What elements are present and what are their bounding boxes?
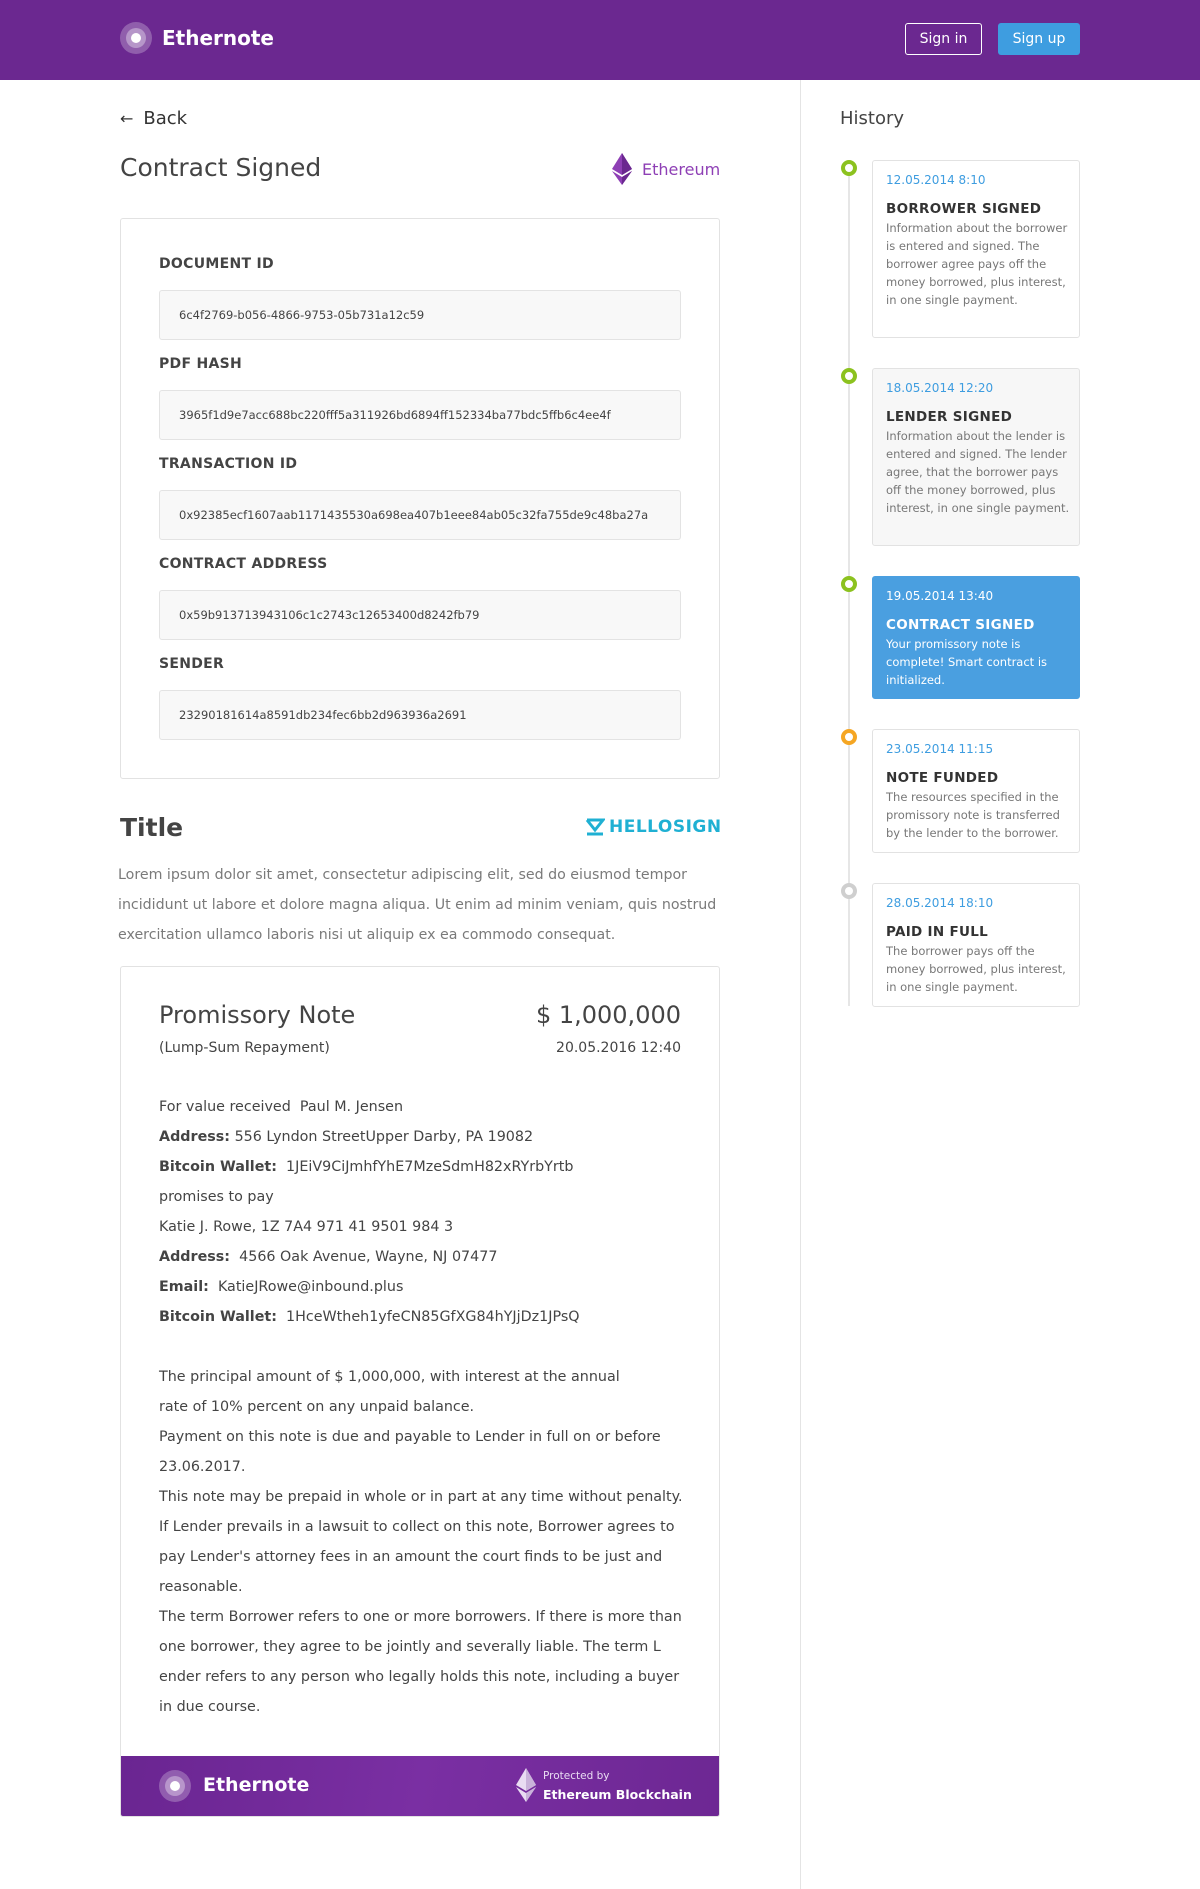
timeline-dot [841, 368, 857, 384]
ethereum-icon [612, 153, 632, 185]
document-id-value: 6c4f2769-b056-4866-9753-05b731a12c59 [179, 308, 425, 322]
borrower-wallet: 1JEiV9CiJmhfYhE7MzeSdmH82xRYrbYrtb [286, 1159, 574, 1175]
note-footer [121, 1756, 719, 1816]
transaction-id-value: 0x92385ecf1607aab1171435530a698ea407b1eee84ab05c32fa755de9c48ba27a [179, 508, 649, 522]
history-description: Information about the lender is entered and signed. The lender agree, that the borrower pays off the money borrowed, plus interest, in one single payment. [886, 429, 1070, 515]
history-item-contract-signed [872, 576, 1080, 699]
contract-address-label: CONTRACT ADDRESS [159, 556, 328, 572]
history-date: 23.05.2014 11:15 [886, 742, 994, 756]
note-date: 20.05.2016 12:40 [556, 1040, 681, 1056]
brand-name: Ethernote [162, 26, 274, 50]
contract-address-value: 0x59b913713943106c1c2743c12653400d8242fb79 [179, 608, 480, 622]
document-description: Lorem ipsum dolor sit amet, consectetur adipiscing elit, sed do eiusmod tempor incididunt ut labore et dolore magna aliqua. Ut enim ad minim veniam, quis nostrud exercitation ullamco laboris nisi ut aliquip ex ea commodo consequat. [118, 867, 717, 943]
lender-address-line [159, 1249, 497, 1265]
network-name: Ethereum [642, 159, 721, 179]
history-item-lender-signed [872, 368, 1080, 546]
document-id-label: DOCUMENT ID [159, 256, 274, 272]
terms-line: Payment on this note is due and payable to Lender in full on or before [159, 1429, 661, 1445]
borrower-name: Paul M. Jensen [299, 1099, 404, 1115]
footer-protected-label: Protected by [543, 1770, 610, 1782]
contract-address-field[interactable] [159, 590, 681, 640]
history-item-note-funded [872, 729, 1080, 853]
borrower-wallet-line [159, 1159, 573, 1175]
sender-field[interactable] [159, 690, 681, 740]
history-date: 19.05.2014 13:40 [886, 589, 994, 603]
document-title: Title [120, 813, 184, 842]
note-amount: $ 1,000,000 [535, 1001, 681, 1029]
hellosign-icon [585, 817, 605, 837]
history-heading: NOTE FUNDED [886, 770, 999, 786]
history-date: 18.05.2014 12:20 [886, 381, 994, 395]
promises-line: promises to pay [159, 1189, 274, 1205]
footer-brand: Ethernote [203, 1774, 310, 1796]
history-title: History [840, 108, 905, 129]
borrower-address: 556 Lyndon StreetUpper Darby, PA 19082 [234, 1129, 534, 1145]
history-heading: LENDER SIGNED [886, 409, 1013, 425]
top-navbar [0, 0, 1200, 80]
lender-email: KatieJRowe@inbound.plus [217, 1279, 404, 1295]
terms-line: pay Lender's attorney fees in an amount the court finds to be just and [159, 1549, 663, 1565]
lender-address-label: Address: [159, 1249, 231, 1265]
hellosign-logo [585, 817, 722, 837]
promissory-note-card [120, 966, 720, 1817]
terms-line: reasonable. [159, 1579, 243, 1595]
hellosign-wordmark: HELLOSIGN [609, 817, 722, 837]
pdf-hash-label: PDF HASH [159, 356, 243, 372]
timeline-dot [841, 160, 857, 176]
lender-wallet-label: Bitcoin Wallet: [159, 1309, 277, 1325]
borrower-address-line [159, 1129, 533, 1145]
lender-email-line [159, 1279, 403, 1295]
borrower-wallet-label: Bitcoin Wallet: [159, 1159, 277, 1175]
network-badge [612, 153, 720, 185]
contract-details-card [120, 218, 720, 779]
ethernote-logo-icon [159, 1770, 191, 1802]
page-title: Contract Signed [120, 153, 322, 182]
lender-line: Katie J. Rowe, 1Z 7A4 971 41 9501 984 3 [159, 1219, 454, 1235]
history-heading: BORROWER SIGNED [886, 201, 1042, 217]
history-description: Your promissory note is complete! Smart contract is initialized. [886, 637, 1048, 687]
terms-line: one borrower, they agree to be jointly and severally liable. The term L [159, 1639, 661, 1655]
note-subtitle: (Lump-Sum Repayment) [159, 1040, 330, 1056]
column-divider [800, 80, 801, 1889]
lender-wallet: 1HceWtheh1yfeCN85GfXG84hYJjDz1JPsQ [286, 1309, 580, 1325]
arrow-left-icon: ← [120, 109, 134, 128]
history-item-paid-in-full [872, 883, 1080, 1007]
timeline-dot [841, 576, 857, 592]
history-heading: CONTRACT SIGNED [886, 617, 1035, 633]
timeline-dot [841, 729, 857, 745]
sign-up-button[interactable]: Sign up [998, 23, 1080, 55]
sign-in-button[interactable]: Sign in [905, 23, 982, 55]
lender-address: 4566 Oak Avenue, Wayne, NJ 07477 [239, 1249, 498, 1265]
terms-line: rate of 10% percent on any unpaid balance. [159, 1399, 475, 1415]
pdf-hash-field[interactable] [159, 390, 681, 440]
ethereum-icon [516, 1768, 536, 1802]
terms-line: If Lender prevails in a lawsuit to collect on this note, Borrower agrees to [159, 1519, 675, 1535]
history-description: The resources specified in the promissory note is transferred by the lender to the borrower. [886, 790, 1060, 840]
borrower-address-label: Address: [159, 1129, 231, 1145]
sender-value: 23290181614a8591db234fec6bb2d963936a2691 [179, 708, 467, 722]
timeline-dot [841, 883, 857, 899]
lender-email-label: Email: [159, 1279, 209, 1295]
transaction-id-label: TRANSACTION ID [159, 456, 298, 472]
note-title: Promissory Note [159, 1001, 356, 1029]
for-value-line [159, 1099, 403, 1115]
terms-line: The principal amount of $ 1,000,000, with interest at the annual [159, 1369, 620, 1385]
ethernote-logo-icon [120, 22, 152, 54]
terms-line: The term Borrower refers to one or more borrowers. If there is more than [159, 1609, 682, 1625]
back-label: Back [143, 108, 188, 129]
terms-line: 23.06.2017. [159, 1459, 246, 1475]
history-description: The borrower pays off the money borrowed, plus interest, in one single payment. [886, 944, 1066, 994]
terms-line: This note may be prepaid in whole or in part at any time without penalty. [159, 1489, 683, 1505]
for-value-text: For value received [159, 1099, 291, 1115]
transaction-id-field[interactable] [159, 490, 681, 540]
sender-label: SENDER [159, 656, 225, 672]
terms-line: ender refers to any person who legally holds this note, including a buyer [159, 1669, 680, 1685]
history-description: Information about the borrower is entered and signed. The borrower agree pays off the money borrowed, plus interest, in one single payment. [886, 221, 1068, 307]
lender-wallet-line [159, 1309, 580, 1325]
brand-logo[interactable] [120, 22, 274, 54]
back-link[interactable] [120, 108, 187, 129]
history-heading: PAID IN FULL [886, 924, 989, 940]
pdf-hash-value: 3965f1d9e7acc688bc220fff5a311926bd6894ff152334ba77bdc5ffb6c4ee4f [179, 408, 611, 422]
history-date: 12.05.2014 8:10 [886, 173, 986, 187]
footer-chain-label: Ethereum Blockchain [543, 1787, 692, 1802]
document-id-field[interactable] [159, 290, 681, 340]
terms-line: in due course. [159, 1699, 261, 1715]
history-date: 28.05.2014 18:10 [886, 896, 994, 910]
history-item-borrower-signed [872, 160, 1080, 338]
